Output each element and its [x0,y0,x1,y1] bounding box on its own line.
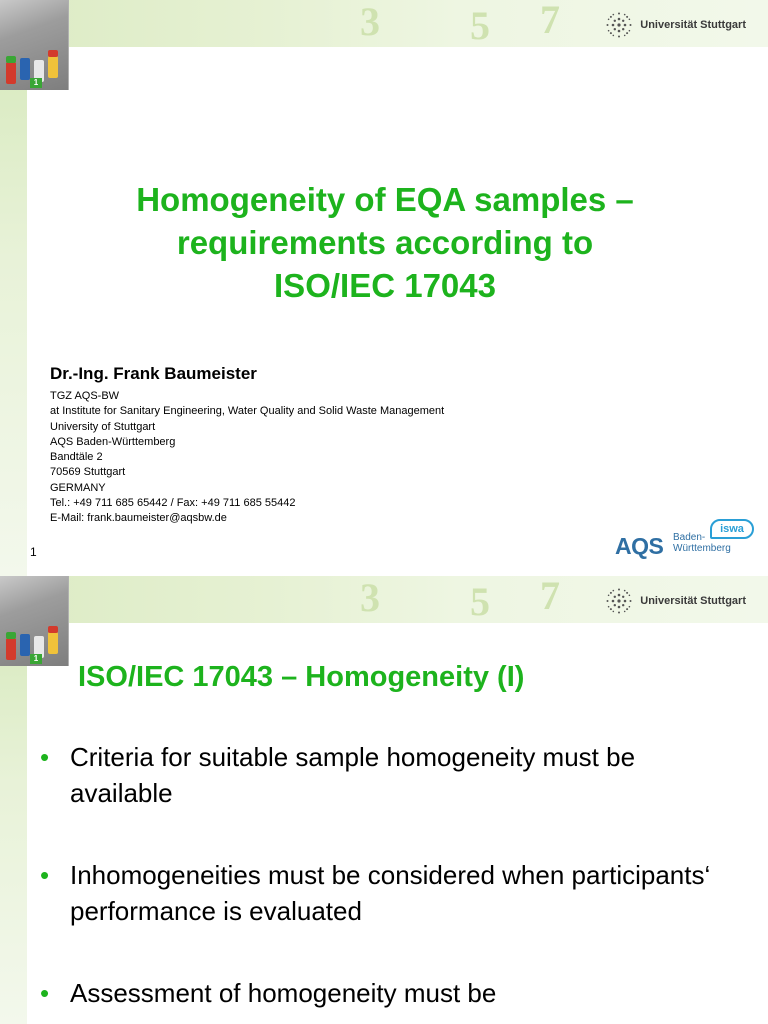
bullet-item [40,857,740,929]
address-line: TGZ AQS-BW [50,390,120,402]
address-line: GERMANY [50,481,106,494]
address-line: Bandtäle 2 [50,451,103,464]
slide-number: 1 [30,545,37,559]
university-emblem-icon [604,10,634,40]
aqs-region-line: Württemberg [673,543,731,554]
address-line: AQS Baden-Württemberg [50,435,176,448]
title-line: requirements according to [176,224,594,261]
address-line: at Institute for Sanitary Engineering, Water Quality and Solid Waste Management [50,405,445,418]
title-line: Homogeneity of EQA samples – [136,181,634,218]
address-line: Tel.: +49 711 685 65442 / Fax: +49 711 685 55442 [50,497,296,510]
content-slide [0,576,768,1024]
university-name: Universität Stuttgart [640,19,746,31]
left-sidebar [0,47,27,576]
bullet-text: Criteria for suitable sample homogeneity must be available [70,742,636,808]
header-band: 3 5 7 [0,576,768,623]
bullet-dot-icon: • [40,742,50,772]
bullet-item [40,975,740,1011]
bullet-item [40,739,740,811]
author-name: Dr.-Ing. Frank Baumeister [50,364,257,383]
lab-bottles-photo: 1 [0,576,69,666]
aqs-region [673,532,731,554]
title-line: ISO/IEC 17043 [274,267,496,304]
lab-bottles-photo: 1 [0,0,69,90]
slide-title: ISO/IEC 17043 – Homogeneity (I) [78,661,525,693]
aqs-wordmark: AQS [615,533,664,559]
header-band: 3 5 7 [0,0,768,47]
bullet-list [40,739,740,1024]
bullet-text: Assessment of homogeneity must be [70,978,497,1008]
university-logo [604,10,746,40]
university-emblem-icon [604,586,634,616]
iswa-badge: iswa [710,519,754,539]
address-line: University of Stuttgart [50,420,156,433]
bullet-text: Inhomogeneities must be considered when participants‘ performance is evaluated [70,860,711,926]
slide-title [60,178,710,307]
bullet-dot-icon: • [40,978,50,1008]
address-line: 70569 Stuttgart [50,466,126,479]
aqs-region-line: Baden- [673,532,706,543]
bullet-dot-icon: • [40,860,50,890]
email-line: E-Mail: frank.baumeister@aqsbw.de [50,512,227,525]
aqs-logo [615,517,765,565]
university-name: Universität Stuttgart [640,595,746,607]
university-logo [604,586,746,616]
address-block [50,389,444,527]
left-sidebar [0,623,27,1024]
